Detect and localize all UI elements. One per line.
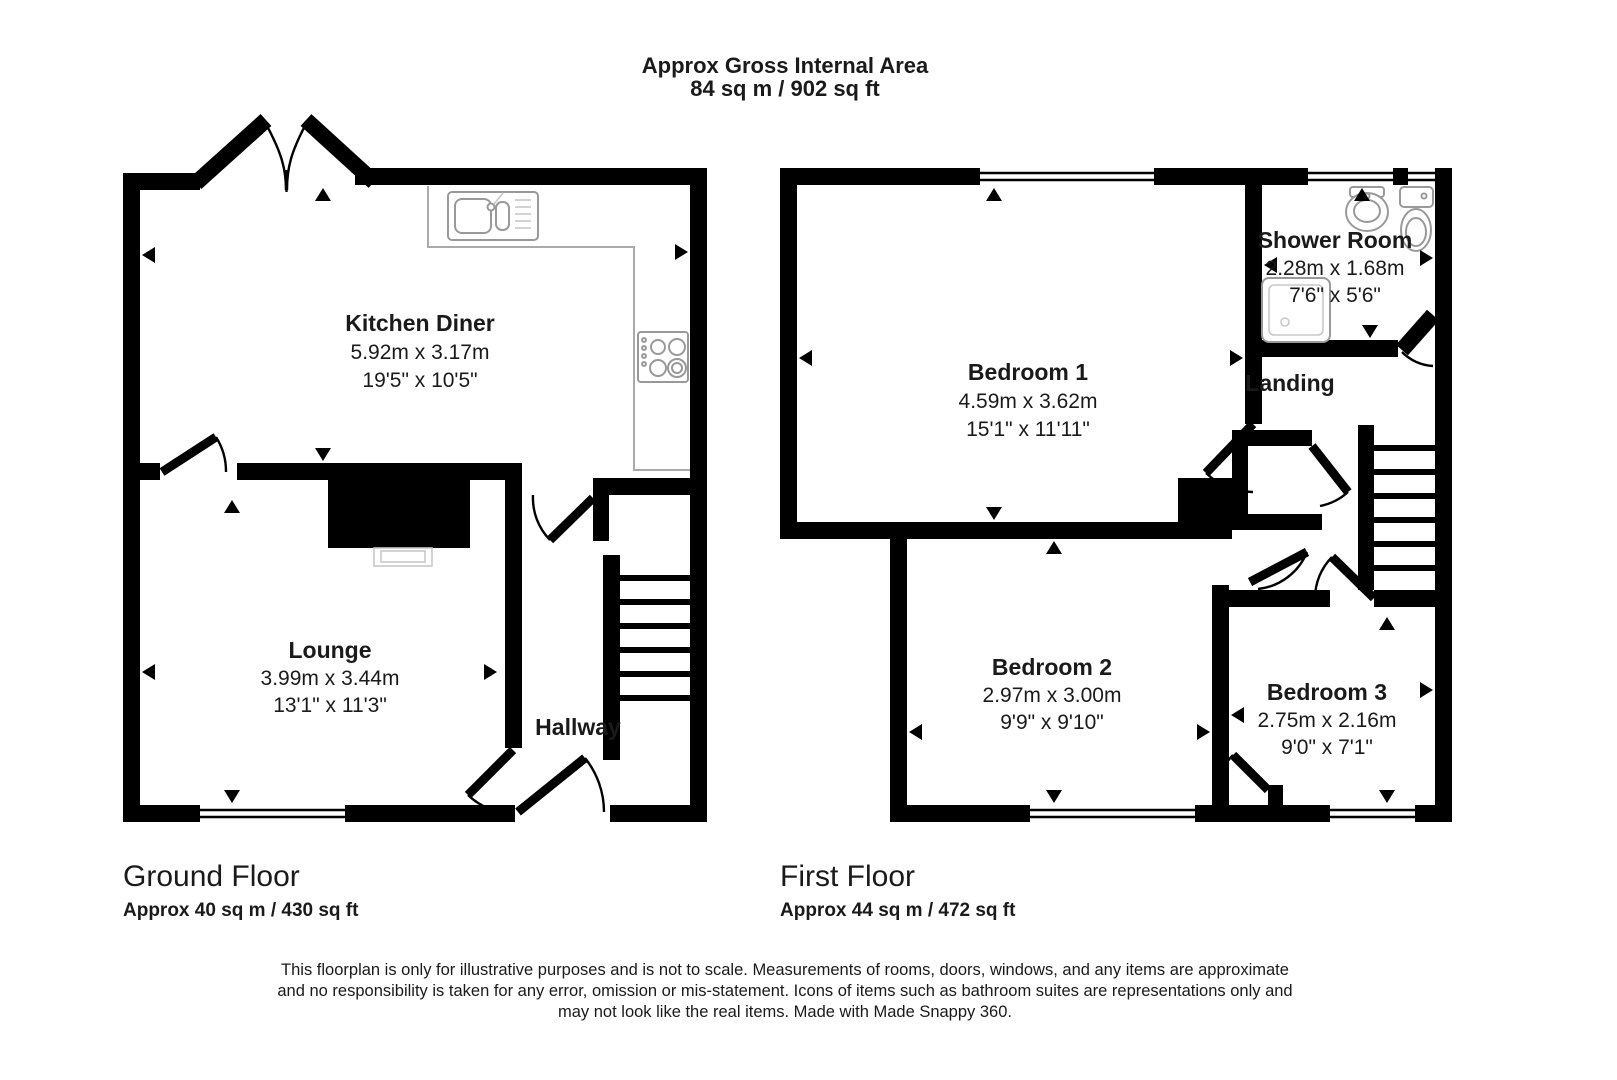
measurement-arrow-icon	[142, 664, 155, 680]
measurement-arrow-icon	[986, 188, 1002, 201]
kitchen-lounge-door-swing-icon	[162, 437, 226, 472]
room-dim-imperial-shower-room: 7'6" x 5'6"	[1289, 284, 1381, 307]
hearth	[374, 548, 432, 566]
wall	[345, 805, 515, 822]
first-floor-label: First Floor	[780, 860, 915, 893]
wall	[890, 522, 907, 822]
disclaimer	[277, 961, 1292, 1021]
shower-room-door-swing-icon	[1402, 315, 1433, 366]
wall	[780, 522, 1178, 539]
disclaimer-line2: and no responsibility is taken for any error, omission or mis-statement. Icons of items such as bathroom suites are representations only and	[277, 982, 1293, 1000]
wall	[505, 480, 522, 748]
ground-floor-area: Approx 40 sq m / 430 sq ft	[123, 900, 359, 921]
measurement-arrow-icon	[1230, 350, 1243, 366]
wall	[237, 463, 522, 480]
measurement-arrow-icon	[799, 350, 812, 366]
front-door-swing-icon	[518, 758, 604, 812]
sink-icon	[448, 192, 538, 240]
room-dim-imperial-bedroom2: 9'9" x 9'10"	[1000, 711, 1104, 734]
room-label-kitchen-diner: Kitchen Diner	[345, 310, 495, 336]
room-dim-metric-shower-room: 2.28m x 1.68m	[1265, 257, 1405, 280]
measurement-arrow-icon	[1362, 325, 1378, 338]
wall	[1435, 168, 1452, 822]
basin-icon	[1346, 187, 1388, 231]
measurement-arrow-icon	[1420, 682, 1433, 698]
wall	[610, 805, 707, 822]
room-label-shower-room: Shower Room	[1257, 227, 1413, 253]
chimney-breast	[328, 480, 470, 548]
room-dim-metric-bedroom1: 4.59m x 3.62m	[958, 390, 1098, 413]
wall	[123, 173, 140, 822]
room-dim-metric-kitchen-diner: 5.92m x 3.17m	[350, 341, 490, 364]
window-icon	[980, 168, 1154, 185]
wall	[140, 463, 160, 480]
measurement-arrow-icon	[315, 188, 331, 201]
room-label-hallway: Hallway	[535, 714, 621, 740]
wall	[355, 168, 707, 185]
measurement-arrow-icon	[909, 724, 922, 740]
measurement-arrow-icon	[1197, 724, 1210, 740]
french-door-swing-icon	[266, 124, 306, 192]
title-line2: 84 sq m / 902 sq ft	[690, 76, 880, 101]
wall	[593, 478, 707, 495]
room-dim-metric-bedroom3: 2.75m x 2.16m	[1257, 709, 1397, 732]
wall	[123, 173, 200, 190]
kitchen-hallway-door-swing-icon	[533, 495, 593, 540]
lounge-hallway-door-swing-icon	[468, 750, 513, 813]
staircase-icon	[1358, 425, 1435, 590]
room-dim-imperial-bedroom3: 9'0" x 7'1"	[1281, 736, 1373, 759]
room-dim-imperial-bedroom1: 15'1" x 11'11"	[966, 418, 1090, 441]
measurement-arrow-icon	[224, 790, 240, 803]
ground-floor-plan	[123, 120, 707, 921]
bay-wall	[196, 120, 266, 183]
window-icon	[1408, 168, 1435, 185]
measurement-arrow-icon	[484, 664, 497, 680]
window-icon	[1030, 805, 1195, 822]
room-label-bedroom2: Bedroom 2	[991, 654, 1113, 680]
measurement-arrow-icon	[142, 247, 155, 263]
landing-cupboard	[1232, 430, 1348, 530]
measurement-arrow-icon	[1379, 790, 1395, 803]
disclaimer-line3: may not look like the real items. Made with Made Snappy 360.	[558, 1003, 1012, 1021]
room-label-lounge: Lounge	[288, 637, 372, 663]
ground-floor-label: Ground Floor	[123, 860, 300, 893]
hob-icon	[638, 332, 688, 382]
room-label-bedroom3: Bedroom 3	[1266, 679, 1388, 705]
cupboard-door-swing-icon	[1312, 446, 1348, 506]
window-icon	[1308, 168, 1393, 185]
page-title	[642, 53, 929, 101]
room-label-landing: Landing	[1245, 370, 1335, 396]
bay-wall	[306, 120, 374, 182]
measurement-arrow-icon	[1046, 541, 1062, 554]
measurement-arrow-icon	[675, 244, 688, 260]
first-floor-plan	[780, 168, 1452, 921]
disclaimer-line1: This floorplan is only for illustrative purposes and is not to scale. Measurements of rooms, doors, windows, and any items are approximate	[281, 961, 1289, 979]
measurement-arrow-icon	[1420, 250, 1433, 266]
first-floor-area: Approx 44 sq m / 472 sq ft	[780, 900, 1016, 921]
wall	[1374, 590, 1435, 607]
room-dim-metric-lounge: 3.99m x 3.44m	[260, 667, 400, 690]
wall	[780, 168, 797, 539]
wall	[123, 805, 200, 822]
wall	[1178, 478, 1232, 539]
room-dim-imperial-kitchen-diner: 19'5" x 10'5"	[362, 369, 478, 392]
wall	[1268, 785, 1283, 822]
room-label-bedroom1: Bedroom 1	[967, 359, 1089, 385]
measurement-arrow-icon	[1046, 790, 1062, 803]
measurement-arrow-icon	[1379, 617, 1395, 630]
room-dim-imperial-lounge: 13'1" x 11'3"	[273, 694, 387, 717]
window-icon	[200, 810, 345, 817]
room-dim-metric-bedroom2: 2.97m x 3.00m	[982, 684, 1122, 707]
measurement-arrow-icon	[986, 507, 1002, 520]
measurement-arrow-icon	[315, 448, 331, 461]
measurement-arrow-icon	[224, 500, 240, 513]
title-line1: Approx Gross Internal Area	[641, 53, 929, 78]
window-icon	[1330, 805, 1415, 822]
bedroom2-door-swing-icon	[1250, 552, 1307, 589]
wall	[1212, 585, 1229, 822]
measurement-arrow-icon	[1231, 707, 1244, 723]
